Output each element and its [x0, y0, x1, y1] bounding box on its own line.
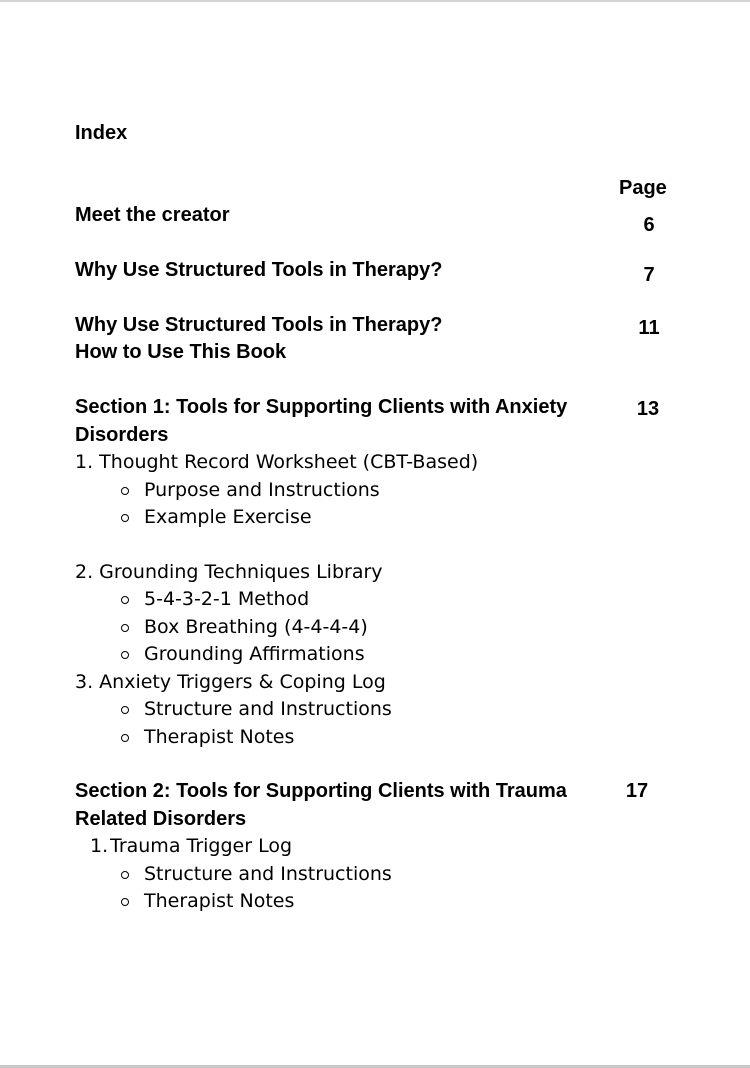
- bullet-circle-icon: [121, 624, 129, 632]
- toc-entry-meet-creator: Meet the creator: [75, 204, 230, 226]
- section1-title-line2: Disorders: [75, 424, 169, 446]
- bullet-circle-icon: [121, 898, 129, 906]
- section2-title-line2: Related Disorders: [75, 808, 247, 830]
- bullet-circle-icon: [121, 596, 129, 604]
- bullet-circle-icon: [121, 487, 129, 495]
- section2-item1-number: 1.: [90, 835, 109, 857]
- section1-item3: 3. Anxiety Triggers & Coping Log: [75, 671, 386, 693]
- section1-item1: 1. Thought Record Worksheet (CBT-Based): [75, 451, 479, 473]
- bullet-circle-icon: [121, 734, 129, 742]
- section1-title-line1: Section 1: Tools for Supporting Clients with Anxiety: [75, 396, 568, 418]
- section1-page: 13: [636, 398, 660, 420]
- section2-item1: Trauma Trigger Log: [110, 835, 293, 857]
- bullet-circle-icon: [121, 651, 129, 659]
- bullet-circle-icon: [121, 514, 129, 522]
- toc-entry-how-to-use-line1: Why Use Structured Tools in Therapy?: [75, 314, 443, 336]
- section2-title-line1: Section 2: Tools for Supporting Clients with Trauma: [75, 780, 567, 802]
- toc-page-meet-creator: 6: [643, 214, 655, 236]
- toc-entry-how-to-use-line2: How to Use This Book: [75, 341, 287, 363]
- index-title: Index: [75, 122, 128, 144]
- section2-page: 17: [625, 780, 649, 802]
- toc-page-why-structured-tools: 7: [643, 264, 655, 286]
- bullet-circle-icon: [121, 706, 129, 714]
- document-page: Index Page Meet the creator 6 Why Use Structured Tools in Therapy? 7 Why Use Structured Tools in Therapy? How to Use This Book 11 Section 1: Tools for Supporting Clients with Anxiety Disorders 13 1. Thought Record Worksheet (CBT-Based) Purpose and Instructions Example Exercise 2. Grounding Techniques Library 5-4-3-2-1 Method Box Breathing (4-4-4-4) Grounding Affirmations 3. Anxiety Triggers & Coping Log Structure and Instructions Therapist Notes Section 2: Tools for Supporting Clients with Trauma Related Disorders 17 1. Trauma Trigger Log Structure and Instructions Therapist Notes: [0, 0, 750, 1068]
- section1-item2: 2. Grounding Techniques Library: [75, 561, 383, 583]
- toc-entry-why-structured-tools: Why Use Structured Tools in Therapy?: [75, 259, 443, 281]
- bullet-circle-icon: [121, 871, 129, 879]
- toc-page-how-to-use: 11: [638, 317, 660, 339]
- page-column-header: Page: [619, 177, 667, 199]
